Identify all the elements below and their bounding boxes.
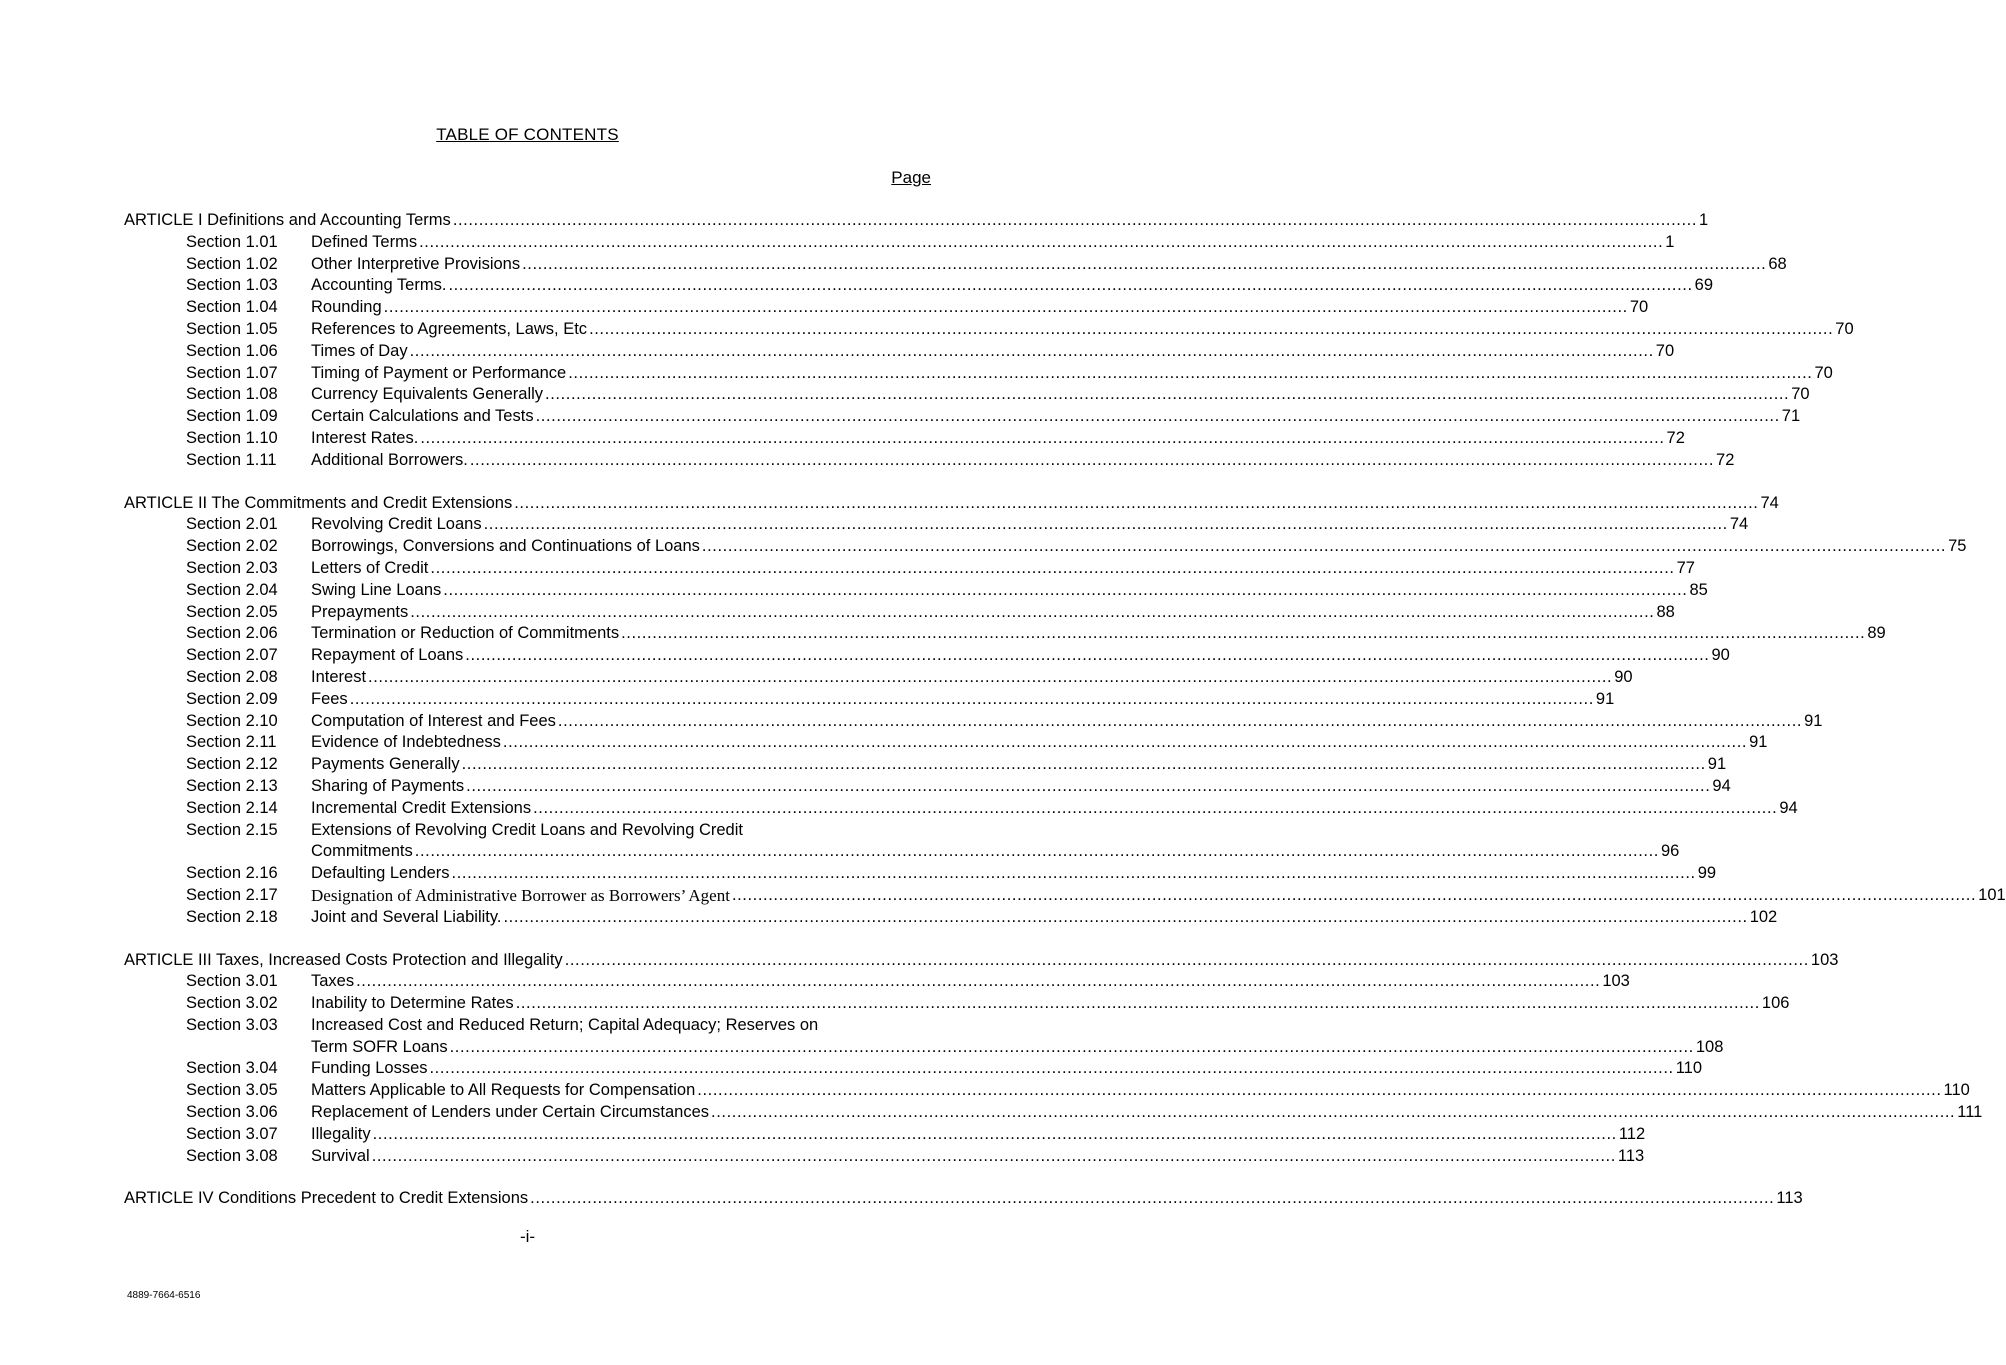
page-number: 74 bbox=[1729, 515, 1749, 534]
page-number: 89 bbox=[1867, 624, 1886, 643]
page-column-label: Page bbox=[891, 168, 931, 187]
page-number: 90 bbox=[1614, 667, 1633, 686]
section-number: Section 2.06 bbox=[186, 624, 278, 643]
toc-entry[interactable] bbox=[124, 689, 1615, 711]
toc-title: TABLE OF CONTENTS bbox=[436, 125, 619, 144]
toc-entry[interactable] bbox=[124, 363, 1833, 385]
toc-entry[interactable] bbox=[124, 580, 1708, 602]
page-number: 70 bbox=[1791, 385, 1810, 404]
toc-entry[interactable] bbox=[124, 254, 1787, 276]
section-title: Currency Equivalents Generally bbox=[311, 385, 544, 404]
toc-entry[interactable] bbox=[124, 907, 1778, 929]
document-id: 4889-7664-6516 bbox=[127, 1290, 201, 1301]
section-title: Taxes bbox=[311, 972, 355, 991]
section-title-line1: Extensions of Revolving Credit Loans and Revolving Credit bbox=[311, 820, 743, 839]
section-title: Revolving Credit Loans bbox=[311, 515, 482, 534]
section-number: Section 1.04 bbox=[186, 298, 278, 317]
section-title: Sharing of Payments bbox=[311, 776, 465, 795]
toc-entry[interactable] bbox=[124, 1102, 1983, 1124]
toc-entry[interactable] bbox=[124, 645, 1730, 667]
section-title: Evidence of Indebtedness bbox=[311, 733, 501, 752]
section-title: Termination or Reduction of Commitments bbox=[311, 624, 620, 643]
toc-entry[interactable] bbox=[124, 863, 1717, 885]
section-number: Section 2.11 bbox=[186, 733, 277, 752]
page-number: 94 bbox=[1779, 798, 1798, 817]
page-number: 103 bbox=[1810, 950, 1839, 969]
toc-entry[interactable] bbox=[124, 754, 1727, 776]
section-number: Section 2.14 bbox=[186, 798, 278, 817]
section-number: Section 1.09 bbox=[186, 407, 278, 426]
section-title-line2: Term SOFR Loans bbox=[311, 1037, 448, 1056]
page-number: 70 bbox=[1835, 319, 1854, 338]
section-number: Section 2.12 bbox=[186, 755, 278, 774]
page-number: 91 bbox=[1804, 711, 1823, 730]
article-4 bbox=[124, 1188, 1803, 1210]
section-number: Section 3.03 bbox=[186, 1015, 278, 1034]
toc-entry[interactable] bbox=[124, 623, 1886, 645]
page-number: 106 bbox=[1761, 994, 1790, 1013]
toc-entry[interactable] bbox=[124, 1146, 1645, 1168]
section-title: Joint and Several Liability. bbox=[311, 907, 502, 926]
section-title: Additional Borrowers. bbox=[311, 450, 468, 469]
section-number: Section 2.15 bbox=[186, 820, 278, 839]
page-number: 102 bbox=[1749, 907, 1778, 926]
section-number: Section 3.02 bbox=[186, 994, 278, 1013]
toc-entry[interactable] bbox=[124, 602, 1675, 624]
section-number: Section 2.07 bbox=[186, 646, 278, 665]
article-heading[interactable]: ARTICLE II The Commitments and Credit Extensions ..... 74 bbox=[124, 493, 931, 515]
section-number: Section 1.11 bbox=[186, 450, 277, 469]
section-number: Section 1.07 bbox=[186, 363, 278, 382]
section-number: Section 2.05 bbox=[186, 602, 278, 621]
toc-entry[interactable] bbox=[124, 341, 1675, 363]
page-number: 108 bbox=[1695, 1037, 1724, 1056]
toc-entry[interactable] bbox=[124, 428, 1685, 450]
page-number: 88 bbox=[1656, 602, 1675, 621]
toc-entry[interactable] bbox=[124, 1058, 1703, 1080]
page-number: 85 bbox=[1689, 580, 1708, 599]
page-number: 113 bbox=[1776, 1189, 1803, 1208]
section-title: Designation of Administrative Borrower as Borrowers’ Agent bbox=[311, 885, 730, 905]
page-number: 91 bbox=[1707, 755, 1727, 774]
page-number: 113 bbox=[1617, 1146, 1645, 1165]
section-number: Section 2.13 bbox=[186, 776, 278, 795]
section-number: Section 1.10 bbox=[186, 428, 278, 447]
section-title: Interest Rates. bbox=[311, 428, 419, 447]
page-number: 70 bbox=[1655, 341, 1675, 360]
toc-entry[interactable] bbox=[124, 514, 1749, 536]
toc-entry[interactable] bbox=[124, 820, 1680, 864]
toc-entry[interactable] bbox=[124, 536, 1967, 558]
section-number: Section 3.07 bbox=[186, 1124, 278, 1143]
section-number: Section 3.01 bbox=[186, 972, 278, 991]
page-number: 75 bbox=[1948, 537, 1967, 556]
page-number: 1 bbox=[1665, 232, 1675, 251]
section-number: Section 2.16 bbox=[186, 864, 278, 883]
section-title: Times of Day bbox=[311, 341, 408, 360]
toc-entry[interactable] bbox=[124, 275, 1714, 297]
section-number: Section 2.02 bbox=[186, 537, 278, 556]
section-title: Swing Line Loans bbox=[311, 580, 442, 599]
section-number: Section 2.17 bbox=[186, 885, 278, 904]
section-number: Section 3.06 bbox=[186, 1103, 278, 1122]
section-number: Section 1.08 bbox=[186, 385, 278, 404]
toc-entry[interactable] bbox=[124, 798, 1798, 820]
section-title: Interest bbox=[311, 667, 367, 686]
toc-entry[interactable] bbox=[124, 384, 1810, 406]
page-number: 1 bbox=[1699, 211, 1709, 229]
toc-entry[interactable] bbox=[124, 1124, 1646, 1146]
section-number: Section 2.08 bbox=[186, 667, 278, 686]
toc-entry[interactable] bbox=[124, 1015, 1724, 1059]
section-title: References to Agreements, Laws, Etc bbox=[311, 319, 588, 338]
section-title: Defined Terms bbox=[311, 232, 418, 251]
toc-entry[interactable] bbox=[124, 406, 1801, 428]
section-number: Section 1.01 bbox=[186, 232, 278, 251]
toc-entry[interactable] bbox=[124, 711, 1823, 733]
section-title: Timing of Payment or Performance bbox=[311, 363, 567, 382]
page-number: 72 bbox=[1666, 428, 1685, 447]
article-heading[interactable]: ARTICLE III Taxes, Increased Costs Protection and Illegality ..... 103 bbox=[124, 950, 931, 972]
section-title: Borrowings, Conversions and Continuations of Loans bbox=[311, 537, 700, 556]
section-title: Survival bbox=[311, 1146, 370, 1165]
toc-entry[interactable] bbox=[124, 732, 1768, 754]
page-number: 72 bbox=[1716, 450, 1735, 469]
section-title: Matters Applicable to All Requests for Compensation bbox=[311, 1081, 696, 1100]
page-number: 68 bbox=[1768, 254, 1787, 273]
page-number: 91 bbox=[1595, 689, 1615, 708]
section-number: Section 2.01 bbox=[186, 515, 278, 534]
section-number: Section 1.03 bbox=[186, 276, 278, 295]
article-3 bbox=[124, 950, 1983, 1168]
section-title-line1: Increased Cost and Reduced Return; Capital Adequacy; Reserves on bbox=[311, 1015, 819, 1034]
section-number: Section 1.02 bbox=[186, 254, 278, 273]
section-title-line2: Commitments bbox=[311, 842, 413, 861]
page-number: 70 bbox=[1814, 363, 1833, 382]
article-2 bbox=[124, 493, 2006, 929]
section-title: Illegality bbox=[311, 1124, 371, 1143]
section-number: Section 2.18 bbox=[186, 907, 278, 926]
article-heading[interactable]: ARTICLE IV Conditions Precedent to Credit Extensions ..... 113 bbox=[124, 1188, 931, 1210]
toc-entry[interactable] bbox=[124, 667, 1633, 689]
page-number: 69 bbox=[1694, 276, 1714, 295]
page-number-footer: -i- bbox=[519, 1227, 536, 1246]
section-title: Inability to Determine Rates bbox=[311, 994, 514, 1013]
page-number: 101 bbox=[1978, 885, 2006, 904]
page-number: 96 bbox=[1660, 842, 1680, 861]
toc-entry[interactable] bbox=[124, 319, 1854, 341]
table-of-contents bbox=[124, 210, 2006, 1231]
page-number: 90 bbox=[1711, 646, 1730, 665]
section-number: Section 3.04 bbox=[186, 1059, 278, 1078]
toc-entry[interactable] bbox=[124, 232, 1675, 254]
section-title: Certain Calculations and Tests bbox=[311, 407, 534, 426]
section-number: Section 3.08 bbox=[186, 1146, 278, 1165]
section-title: Payments Generally bbox=[311, 755, 460, 774]
toc-entry[interactable] bbox=[124, 885, 2006, 907]
section-number: Section 2.10 bbox=[186, 711, 278, 730]
page-number: 77 bbox=[1676, 558, 1695, 577]
section-title: Fees bbox=[311, 689, 348, 708]
toc-entry[interactable] bbox=[124, 450, 1735, 472]
section-title: Letters of Credit bbox=[311, 558, 429, 577]
section-title: Accounting Terms. bbox=[311, 276, 447, 295]
page-number: 74 bbox=[1760, 493, 1779, 512]
section-number: Section 1.06 bbox=[186, 341, 278, 360]
section-title: Replacement of Lenders under Certain Circumstances bbox=[311, 1103, 710, 1122]
section-number: Section 3.05 bbox=[186, 1081, 278, 1100]
page-number: 111 bbox=[1957, 1103, 1983, 1122]
toc-entry[interactable] bbox=[124, 297, 1649, 319]
toc-entry[interactable] bbox=[124, 1080, 1970, 1102]
section-title: Defaulting Lenders bbox=[311, 864, 450, 883]
page-number: 70 bbox=[1629, 298, 1649, 317]
section-title: Other Interpretive Provisions bbox=[311, 254, 521, 273]
toc-entry[interactable] bbox=[124, 776, 1731, 798]
section-number: Section 2.04 bbox=[186, 580, 278, 599]
section-title: Prepayments bbox=[311, 602, 409, 621]
page-number: 112 bbox=[1618, 1124, 1646, 1143]
article-heading[interactable]: ARTICLE I Definitions and Accounting Terms ..... 1 bbox=[124, 210, 931, 232]
page-number: 71 bbox=[1781, 407, 1801, 426]
section-title: Repayment of Loans bbox=[311, 646, 464, 665]
section-title: Incremental Credit Extensions bbox=[311, 798, 532, 817]
section-title: Funding Losses bbox=[311, 1059, 428, 1078]
page-number: 91 bbox=[1749, 733, 1768, 752]
toc-entry[interactable] bbox=[124, 971, 1630, 993]
toc-entry[interactable] bbox=[124, 558, 1695, 580]
page-number: 110 bbox=[1943, 1081, 1970, 1100]
section-title: Computation of Interest and Fees bbox=[311, 711, 556, 730]
page-number: 94 bbox=[1712, 776, 1731, 795]
article-1 bbox=[124, 210, 1854, 472]
section-number: Section 1.05 bbox=[186, 319, 278, 338]
section-title: Rounding bbox=[311, 298, 382, 317]
page-number: 103 bbox=[1602, 972, 1630, 991]
page-number: 99 bbox=[1697, 864, 1717, 883]
page-number: 110 bbox=[1675, 1059, 1703, 1078]
section-number: Section 2.03 bbox=[186, 558, 278, 577]
toc-entry[interactable] bbox=[124, 993, 1790, 1015]
section-number: Section 2.09 bbox=[186, 689, 278, 708]
